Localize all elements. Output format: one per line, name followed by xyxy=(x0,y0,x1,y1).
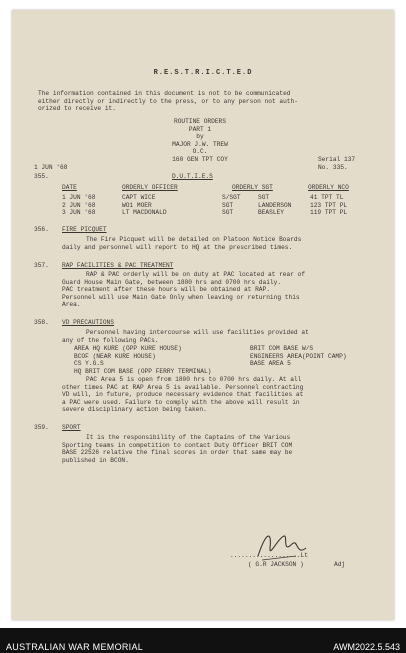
rap-line-4: Personnel will use Main Gate Only when leaving or returning this xyxy=(62,293,300,301)
sport-line-2: Sporting teams in competition to contact Duty Officer BRIT COM xyxy=(62,441,293,449)
vd-line-7: severe disciplinary action being taken. xyxy=(62,406,207,413)
signatory-role: Adj xyxy=(334,561,346,568)
vd-line-4: other times PAC at RAP Area 5 is available. Personnel contracting xyxy=(62,383,304,391)
signatory-name: ( G.R JACKSON ) xyxy=(248,561,304,568)
sport-line-1: It is the responsibility of the Captains of the Various xyxy=(86,434,291,441)
vd-line-3: PAC Area 5 is open from 1800 hrs to 0700 hrs daily. At all xyxy=(86,376,302,383)
rap-line-3: PAC treatment after these hours will be obtained at RAP. xyxy=(62,286,270,293)
sport-title: SPORT xyxy=(62,424,81,431)
handwritten-signature xyxy=(252,526,312,566)
section-358-number: 358. xyxy=(34,319,49,326)
section-357-number: 357. xyxy=(34,262,49,269)
fire-picquet-line-1: The Fire Picquet will be detailed on Platoon Notice Boards xyxy=(86,236,302,243)
rap-line-5: Area. xyxy=(62,301,81,308)
vd-line-2: any of the following PACs. xyxy=(62,336,159,344)
fire-picquet-line-2: daily and personnel will report to HQ at the prescribed times. xyxy=(62,243,293,251)
heading-line-5: O.C. xyxy=(192,148,208,155)
rap-line-1: RAP & PAC orderly will be on duty at PAC located at rear of xyxy=(86,271,306,278)
heading-line-6: 160 GEN TPT COY xyxy=(172,155,228,163)
classification-heading: R.E.S.T.R.I.C.T.E.D xyxy=(153,69,253,77)
heading-line-4: MAJOR J.W. TREW xyxy=(172,140,228,148)
order-date: 1 JUN '68 xyxy=(34,164,68,171)
duties-row-1-nco: 41 TPT TL xyxy=(310,194,344,201)
duties-row-3-nco: 119 TPT PL xyxy=(310,209,348,216)
pac-right-3: BASE AREA 5 xyxy=(250,360,291,367)
signature-line: ...................Lt xyxy=(230,552,308,559)
duties-row-3-sgt: BEASLEY xyxy=(258,209,284,216)
duties-row-2-officer: WO1 MOER xyxy=(122,201,152,209)
heading-line-3: by xyxy=(196,133,204,140)
duties-row-1-sgt: SGT xyxy=(258,194,270,201)
rap-facilities-title: RAP FACILITIES & PAC TREATMENT xyxy=(62,262,174,269)
pac-left-4: HQ BRIT COM BASE (OPP FERRY TERMINAL) xyxy=(74,367,212,375)
caveat-line-2: either directly or indirectly to the press, or to any person not auth- xyxy=(38,97,298,105)
duties-row-3-officer: LT MACDONALD xyxy=(122,209,167,216)
duties-header-date: DATE xyxy=(62,184,77,191)
vd-precautions-title: VD PRECAUTIONS xyxy=(62,319,114,326)
order-number: No. 335. xyxy=(318,164,348,171)
pac-left-1: AREA HQ KURE (OPP KURE HOUSE) xyxy=(74,345,182,352)
duties-title: D.U.T.I.E.S xyxy=(172,173,213,180)
pac-right-1: BRIT COM BASE W/S xyxy=(250,345,314,352)
caveat-line-3: orized to receive it. xyxy=(38,105,116,112)
rap-line-2: Guard House Main Gate, between 1800 hrs and 0700 hrs daily. xyxy=(62,278,282,286)
duties-header-nco: ORDERLY NCO xyxy=(308,184,349,191)
duties-header-officer: ORDERLY OFFICER xyxy=(122,184,178,191)
caveat-line-1: The information contained in this document is not to be communicated xyxy=(38,90,291,97)
vd-line-6: a PAC were used. Failure to comply with the above will result in xyxy=(62,398,300,406)
document-page xyxy=(12,10,394,620)
duties-row-1-rank: S/SGT xyxy=(222,194,241,201)
heading-line-1: ROUTINE ORDERS xyxy=(174,118,226,125)
accession-number: AWM2022.5.543 xyxy=(333,642,400,652)
section-356-number: 356. xyxy=(34,226,49,233)
duties-row-2-nco: 123 TPT PL xyxy=(310,201,348,209)
duties-row-2-date: 2 JUN '68 xyxy=(62,201,96,209)
fire-picquet-title: FIRE PICQUET xyxy=(62,226,107,233)
section-355-number: 355. xyxy=(34,173,49,180)
archive-footer-bar xyxy=(0,628,406,653)
duties-row-2-rank: SGT xyxy=(222,201,234,209)
pac-left-2: BCOF (NEAR KURE HOUSE) xyxy=(74,352,156,360)
sport-line-4: published in BCON. xyxy=(62,456,129,464)
duties-header-sgt: ORDERLY SGT xyxy=(232,184,273,191)
vd-line-5: VD will, in future, produce necessary evidence that facilities at xyxy=(62,391,304,398)
heading-line-2: PART 1 xyxy=(188,125,212,133)
section-359-number: 359. xyxy=(34,424,49,431)
duties-row-3-rank: SGT xyxy=(222,209,234,216)
duties-row-2-sgt: LANDERSON xyxy=(258,201,292,209)
pac-left-3: CS Y.G.S xyxy=(74,360,104,367)
pac-right-2: ENGINEERS AREA(POINT CAMP) xyxy=(250,352,347,360)
vd-line-1: Personnel having intercourse will use facilities provided at xyxy=(86,329,309,336)
duties-row-3-date: 3 JUN '68 xyxy=(62,209,96,216)
institution-name: AUSTRALIAN WAR MEMORIAL xyxy=(6,642,144,652)
sport-line-3: BASE 22526 relative the final scores in order that same may be xyxy=(62,449,293,456)
duties-row-1-officer: CAPT WICE xyxy=(122,194,156,201)
duties-row-1-date: 1 JUN '68 xyxy=(62,194,96,201)
serial-number: Serial 137 xyxy=(318,156,356,163)
